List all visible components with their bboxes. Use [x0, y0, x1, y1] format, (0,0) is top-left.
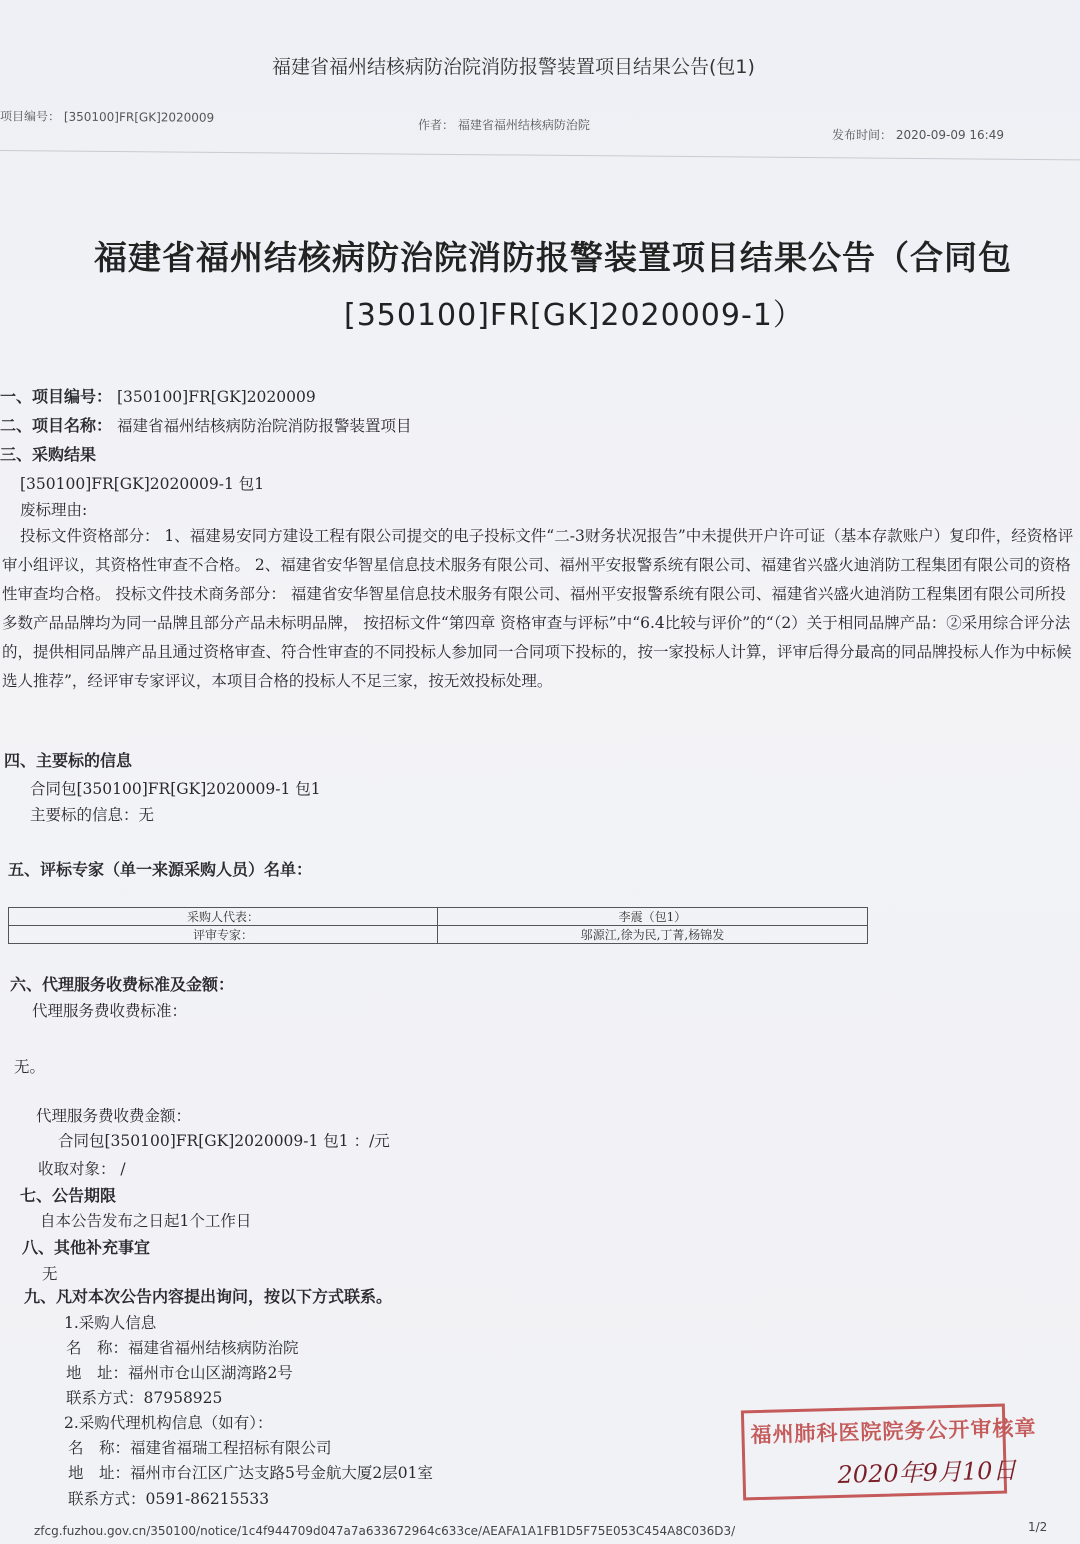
- table-row: [9, 926, 868, 944]
- section-1-label: 一、项目编号：: [0, 387, 113, 406]
- agent-name: 名 称：福建省福瑞工程招标有限公司: [68, 1439, 332, 1457]
- section-1: [0, 384, 316, 407]
- section-1-value: [350100]FR[GK]2020009: [116, 388, 316, 406]
- published-value: 2020-09-09 16:49: [895, 128, 1004, 142]
- footer-page-number: 1/2: [1028, 1520, 1048, 1534]
- section-2: [0, 413, 411, 436]
- agent-heading: 2.采购代理机构信息（如有）：: [64, 1414, 273, 1432]
- agent-contact: 联系方式：0591-86215533: [68, 1490, 270, 1508]
- section-9-label: 九、凡对本次公告内容提出询问，按以下方式联系。: [24, 1287, 393, 1306]
- footer-url: zfcg.fuzhou.gov.cn/350100/notice/1c4f944709d047a7a633672964c633ce/AEAFA1A1FB1D5F75E053C454A8C036D3/: [34, 1524, 736, 1538]
- table-cell-label: 评审专家：: [9, 926, 438, 944]
- table-row: [9, 908, 868, 926]
- header-divider: [0, 150, 1080, 160]
- print-header-project-no: [0, 107, 214, 125]
- section-6-target: 收取对象： /: [38, 1160, 126, 1178]
- section-7-label: 七、公告期限: [20, 1186, 117, 1205]
- section-5-label: 五、评标专家（单一来源采购人员）名单：: [8, 860, 313, 879]
- document-title-line1: 福建省福州结核病防治院消防报警装置项目结果公告（合同包: [94, 238, 1012, 277]
- stamp-text: 福州肺科医院院务公开审核章: [750, 1414, 1037, 1448]
- stamp-date: 2020年9月10日: [837, 1456, 1017, 1489]
- section-4-label: 四、主要标的信息: [4, 751, 133, 770]
- section-6-standard-value: 无。: [14, 1058, 46, 1076]
- section-4-package: 合同包[350100]FR[GK]2020009-1 包1: [30, 780, 321, 798]
- section-6-standard-label: 代理服务费收费标准：: [32, 1002, 188, 1020]
- section-3-reason: 投标文件资格部分： 1、福建易安同方建设工程有限公司提交的电子投标文件“二-3财务状况报告”中未提供开户许可证（基本存款账户）复印件，经资格评审小组评议，其资格性审查不合格。 2、福建省安华智星信息技术服务有限公司、福州平安报警系统有限公司、福建省兴盛火迪消防工程集团有限公司的资格性审查均合格。 投标文件技术商务部分： 福建省安华智星信息技术服务有限公司、福州平安报警系统有限公司、福建省兴盛火迪消防工程集团有限公司所投多数产品品牌均为同一品牌且部分产品未标明品牌， 按招标文件“第四章 资格审查与评标”中“6.4比较与评价”的“（2）关于相同品牌产品：②采用综合评分法的，提供相同品牌产品且通过资格审查、符合性审查的不同投标人参加同一合同项下投标的，按一家投标人计算，评审后得分最高的同品牌投标人作为中标候选人推荐”，经评审专家评议，本项目合格的投标人不足三家，按无效投标处理。: [2, 527, 1074, 690]
- section-6-amount-value: 合同包[350100]FR[GK]2020009-1 包1 ：/元: [58, 1132, 390, 1150]
- section-2-value: 福建省福州结核病防治院消防报警装置项目: [116, 417, 412, 435]
- table-cell-label: 采购人代表：: [9, 908, 438, 926]
- buyer-heading: 1.采购人信息: [64, 1314, 157, 1332]
- agent-address: 地 址：福州市台江区广达支路5号金航大厦2层01室: [68, 1464, 433, 1482]
- author-value: 福建省福州结核病防治院: [457, 118, 590, 132]
- published-label: 发布时间：: [832, 128, 893, 142]
- experts-table: [8, 907, 868, 944]
- document-title-line2: [350100]FR[GK]2020009-1）: [344, 298, 804, 333]
- review-stamp: [741, 1404, 1037, 1501]
- buyer-address: 地 址：福州市仓山区湖湾路2号: [66, 1364, 293, 1382]
- print-header-author: [418, 116, 590, 133]
- section-7-value: 自本公告发布之日起1个工作日: [40, 1212, 252, 1230]
- section-4-info: 主要标的信息：无: [30, 806, 155, 824]
- project-no-value: [350100]FR[GK]2020009: [63, 109, 215, 125]
- section-3-label: 三、采购结果: [0, 445, 97, 464]
- buyer-name: 名 称：福建省福州结核病防治院: [66, 1339, 299, 1357]
- section-3-package: [350100]FR[GK]2020009-1 包1: [20, 475, 265, 493]
- project-no-label: 项目编号：: [0, 109, 61, 124]
- section-8-label: 八、其他补充事宜: [22, 1238, 151, 1257]
- section-8-value: 无: [42, 1265, 58, 1283]
- print-header-title: 福建省福州结核病防治院消防报警装置项目结果公告(包1): [272, 56, 755, 78]
- section-3-reason-label: 废标理由:: [20, 501, 88, 519]
- table-cell-value: 李震（包1）: [438, 908, 868, 926]
- print-header-published: [832, 126, 1004, 143]
- section-2-label: 二、项目名称：: [0, 416, 113, 435]
- buyer-contact: 联系方式：87958925: [66, 1389, 223, 1407]
- section-6-label: 六、代理服务收费标准及金额：: [10, 975, 235, 994]
- section-6-amount-label: 代理服务费收费金额：: [36, 1107, 192, 1125]
- author-label: 作者：: [418, 118, 455, 132]
- table-cell-value: 邬源江,徐为民,丁菁,杨锦发: [438, 926, 868, 944]
